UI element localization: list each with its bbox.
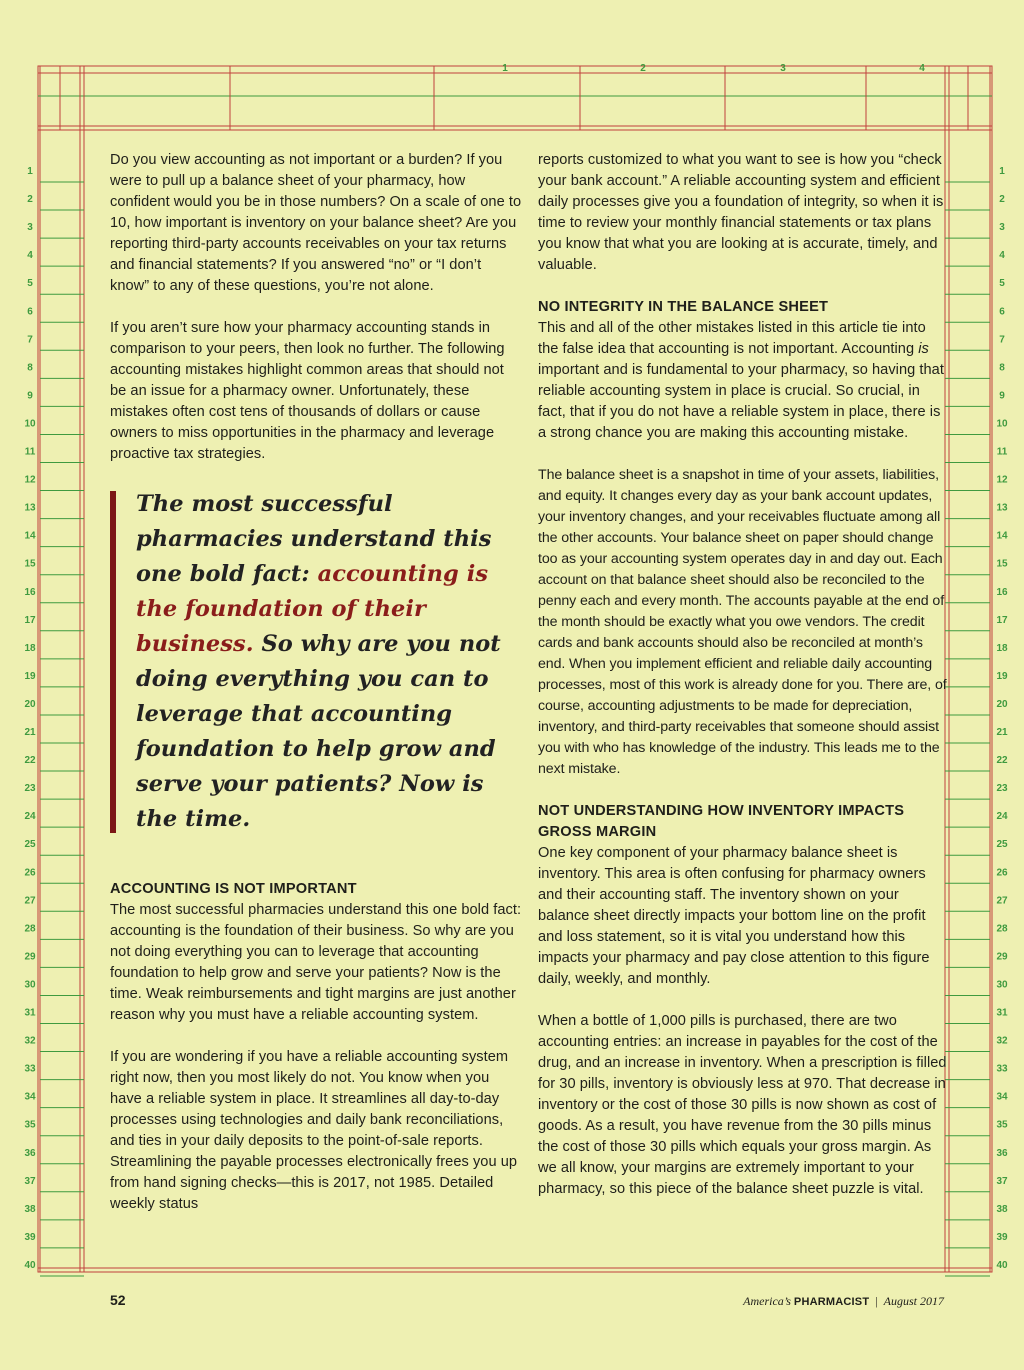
ledger-row-number-right: 37 xyxy=(996,1175,1008,1187)
ledger-row-number-left: 22 xyxy=(24,755,36,767)
ledger-row-number-right: 26 xyxy=(996,867,1008,879)
ledger-row-number-right: 8 xyxy=(999,362,1005,374)
pull-quote-highlight: accounting is the foundation of their business. xyxy=(136,561,489,657)
ledger-row-number-left: 16 xyxy=(24,586,36,598)
ledger-row-number-left: 17 xyxy=(24,614,36,626)
ledger-row-number-right: 29 xyxy=(996,951,1008,963)
ledger-row-number-right: 6 xyxy=(999,306,1005,318)
ledger-row-number-right: 3 xyxy=(999,222,1005,234)
ledger-row-number-right: 21 xyxy=(996,727,1008,738)
ledger-row-number-left: 10 xyxy=(24,418,36,430)
ledger-row-number-right: 11 xyxy=(996,446,1008,458)
ledger-row-number-left: 2 xyxy=(27,194,33,206)
ledger-row-number-right: 14 xyxy=(996,530,1008,542)
magazine-prefix: America’s xyxy=(743,1294,791,1308)
ledger-row-number-right: 36 xyxy=(996,1147,1008,1159)
section2-emphasis: is xyxy=(918,341,929,357)
ledger-row-number-left: 23 xyxy=(24,783,36,795)
ledger-row-number-right: 13 xyxy=(996,502,1008,514)
ledger-row-number-right: 32 xyxy=(996,1035,1008,1047)
section1-paragraph-2: If you are wondering if you have a reliable accounting system right now, then you most likely do not. You know when you have a reliable system in place. It streamlines all day-to-day processes using technologies and daily bank reconciliations, and ties in your daily deposits to the point-of-sale reports. Streamlining the payable processes electronically frees you up from hand signing checks—this is 2017, not 1985. Detailed weekly status xyxy=(110,1049,518,1212)
ledger-row-number-left: 19 xyxy=(24,670,36,682)
ledger-row-number-left: 28 xyxy=(24,923,36,935)
ledger-row-number-left: 40 xyxy=(24,1259,36,1271)
ledger-column-number: 2 xyxy=(640,63,646,74)
ledger-row-number-left: 5 xyxy=(27,278,33,290)
ledger-row-number-left: 39 xyxy=(24,1231,36,1243)
ledger-column-number: 1 xyxy=(502,63,508,74)
ledger-row-number-left: 21 xyxy=(24,727,36,738)
ledger-row-number-left: 3 xyxy=(27,222,33,234)
magazine-footer xyxy=(743,1294,944,1309)
section2-paragraph-2: The balance sheet is a snapshot in time of your assets, liabilities, and equity. It changes every day as your bank account updates, your inventory changes, and your receivables fluctuate among all the other accounts. Your balance sheet on paper should change too as your accounting system operates day in and day out. Each account on that balance sheet should also be reconciled to the penny each and every month. The accounts payable at the end of the month should be exactly what you owe vendors. The credit cards and bank accounts should also be reconciled at month’s end. When you implement efficient and reliable daily accounting processes, most of this work is already done for you. There are, of course, accounting adjustments to be made for depreciation, inventory, and third-party receivables that someone should assist you with who has knowledge of the industry. This leads me to the next mistake. xyxy=(538,467,947,777)
intro-paragraph-1: Do you view accounting as not important or a burden? If you were to pull up a balance sheet of your pharmacy, how confident would you be in those numbers? On a scale of one to 10, how important is inventory on your balance sheet? Are you reporting third-party accounts receivables on your tax returns and financial statements? If you answered “no” or “I don’t know” to any of these questions, you’re not alone. xyxy=(110,152,522,294)
ledger-row-number-left: 37 xyxy=(24,1175,36,1187)
page-number: 52 xyxy=(110,1292,126,1308)
section3-paragraph-1: One key component of your pharmacy balance sheet is inventory. This area is often confusing for pharmacy owners and their accounting staff. The inventory shown on your balance sheet directly impacts your bottom line on the profit and loss statement, so it is vital you understand how this impacts your pharmacy and pay close attention to this figure daily, weekly, and monthly. xyxy=(538,845,930,987)
ledger-row-number-right: 12 xyxy=(996,474,1008,486)
ledger-row-number-left: 12 xyxy=(24,474,36,486)
ledger-row-number-right: 4 xyxy=(999,250,1005,262)
ledger-row-number-right: 31 xyxy=(996,1007,1008,1019)
ledger-column-number: 4 xyxy=(919,63,925,74)
left-column xyxy=(110,150,522,1215)
ledger-column-number: 3 xyxy=(780,63,786,74)
ledger-row-number-right: 1 xyxy=(999,166,1005,177)
right-column xyxy=(538,150,950,1200)
ledger-row-number-right: 34 xyxy=(996,1091,1008,1103)
ledger-row-number-left: 35 xyxy=(24,1119,36,1131)
ledger-row-number-left: 29 xyxy=(24,951,36,963)
ledger-row-number-left: 33 xyxy=(24,1063,36,1075)
ledger-row-number-right: 35 xyxy=(996,1119,1008,1131)
ledger-row-number-left: 20 xyxy=(24,698,36,710)
ledger-row-number-left: 1 xyxy=(27,166,33,177)
pull-quote-text-1: The most successful pharmacies understand this one bold fact: xyxy=(136,491,492,587)
ledger-row-number-left: 14 xyxy=(24,530,36,542)
ledger-row-number-right: 23 xyxy=(996,783,1008,795)
issue-date: August 2017 xyxy=(883,1294,944,1308)
ledger-row-number-right: 5 xyxy=(999,278,1005,290)
ledger-row-number-left: 13 xyxy=(24,502,36,514)
ledger-row-number-right: 38 xyxy=(996,1203,1008,1215)
intro-paragraph-2: If you aren’t sure how your pharmacy accounting stands in comparison to your peers, then look no further. The following accounting mistakes highlight common areas that should not be an issue for a pharmacy owner. Unfortunately, these mistakes often cost tens of thousands of dollars or cause owners to miss opportunities in the pharmacy and leverage proactive tax strategies. xyxy=(110,320,505,462)
ledger-row-number-right: 2 xyxy=(999,194,1005,206)
section1-paragraph-1: The most successful pharmacies understand this one bold fact: accounting is the foundation of their business. So why are you not doing everything you can to leverage that accounting foundation to help grow and serve your patients? Now is the time. Weak reimbursements and tight margins are just another reason why you must have a reliable accounting system. xyxy=(110,902,522,1023)
ledger-row-number-left: 32 xyxy=(24,1035,36,1047)
section2-paragraph-1 xyxy=(538,318,950,444)
ledger-row-number-left: 15 xyxy=(24,558,36,570)
heading-inventory-gross-margin: NOT UNDERSTANDING HOW INVENTORY IMPACTS GROSS MARGIN xyxy=(538,803,905,840)
pull-quote-text-2: So why are you not doing everything you can to leverage that accounting foundation to help grow and serve your patients? Now is the time. xyxy=(136,631,501,832)
footer-separator: | xyxy=(875,1294,878,1308)
continued-paragraph: reports customized to what you want to see is how you “check your bank account.” A reliable accounting system and efficient daily processes give you a foundation of integrity, so when it is time to review your monthly financial statements or tax plans you know that what you are looking at is accurate, timely, and valuable. xyxy=(538,152,944,273)
section2-text-a: This and all of the other mistakes listed in this article tie into the false idea that accounting is not important. Accounting xyxy=(538,320,926,357)
ledger-row-number-right: 17 xyxy=(996,614,1008,626)
ledger-row-number-right: 7 xyxy=(999,334,1005,346)
ledger-row-number-right: 9 xyxy=(999,390,1005,402)
ledger-row-number-left: 6 xyxy=(27,306,33,318)
ledger-row-number-left: 38 xyxy=(24,1203,36,1215)
pull-quote-bar xyxy=(110,491,116,833)
ledger-row-number-left: 11 xyxy=(24,446,36,458)
ledger-row-number-left: 31 xyxy=(24,1007,36,1019)
ledger-row-number-right: 33 xyxy=(996,1063,1008,1075)
magazine-name: PHARMACIST xyxy=(793,1296,870,1308)
ledger-row-number-right: 18 xyxy=(996,642,1008,654)
ledger-row-number-right: 40 xyxy=(996,1259,1008,1271)
ledger-row-number-right: 20 xyxy=(996,698,1008,710)
ledger-row-number-left: 8 xyxy=(27,362,33,374)
ledger-row-number-right: 27 xyxy=(996,895,1008,907)
ledger-row-number-left: 24 xyxy=(24,811,36,823)
ledger-row-number-right: 22 xyxy=(996,755,1008,767)
ledger-row-number-right: 10 xyxy=(996,418,1008,430)
ledger-row-number-left: 9 xyxy=(27,390,33,402)
heading-accounting-not-important: ACCOUNTING IS NOT IMPORTANT xyxy=(110,881,357,897)
ledger-row-number-left: 25 xyxy=(24,839,36,851)
ledger-row-number-right: 28 xyxy=(996,923,1008,935)
ledger-row-number-left: 26 xyxy=(24,867,36,879)
ledger-row-number-right: 24 xyxy=(996,811,1008,823)
ledger-row-number-right: 16 xyxy=(996,586,1008,598)
ledger-row-number-left: 7 xyxy=(27,334,33,346)
ledger-row-number-left: 36 xyxy=(24,1147,36,1159)
heading-no-integrity: NO INTEGRITY IN THE BALANCE SHEET xyxy=(538,299,829,315)
ledger-row-number-right: 30 xyxy=(996,979,1008,991)
ledger-row-number-right: 19 xyxy=(996,670,1008,682)
ledger-row-number-right: 39 xyxy=(996,1231,1008,1243)
ledger-row-number-right: 25 xyxy=(996,839,1008,851)
ledger-row-number-left: 27 xyxy=(24,895,36,907)
ledger-row-number-right: 15 xyxy=(996,558,1008,570)
section3-paragraph-2: When a bottle of 1,000 pills is purchased, there are two accounting entries: an increase in payables for the cost of the drug, and an increase in inventory. When a prescription is filled for 30 pills, inventory is obviously less at 970. That decrease in inventory or the cost of those 30 pills is now shown as cost of goods. As a result, you have revenue from the 30 pills minus the cost of those 30 pills which equals your gross margin. As we all know, your margins are extremely important to your pharmacy, so this piece of the balance sheet puzzle is vital. xyxy=(538,1013,947,1197)
section2-text-b: important and is fundamental to your pharmacy, so having that reliable accounting system in place is crucial. So crucial, in fact, that if you do not have a reliable system in place, there is a strong chance you are making this accounting mistake. xyxy=(538,362,944,441)
ledger-row-number-left: 4 xyxy=(27,250,33,262)
ledger-row-number-left: 18 xyxy=(24,642,36,654)
pull-quote xyxy=(110,487,522,837)
ledger-row-number-left: 34 xyxy=(24,1091,36,1103)
ledger-row-number-left: 30 xyxy=(24,979,36,991)
